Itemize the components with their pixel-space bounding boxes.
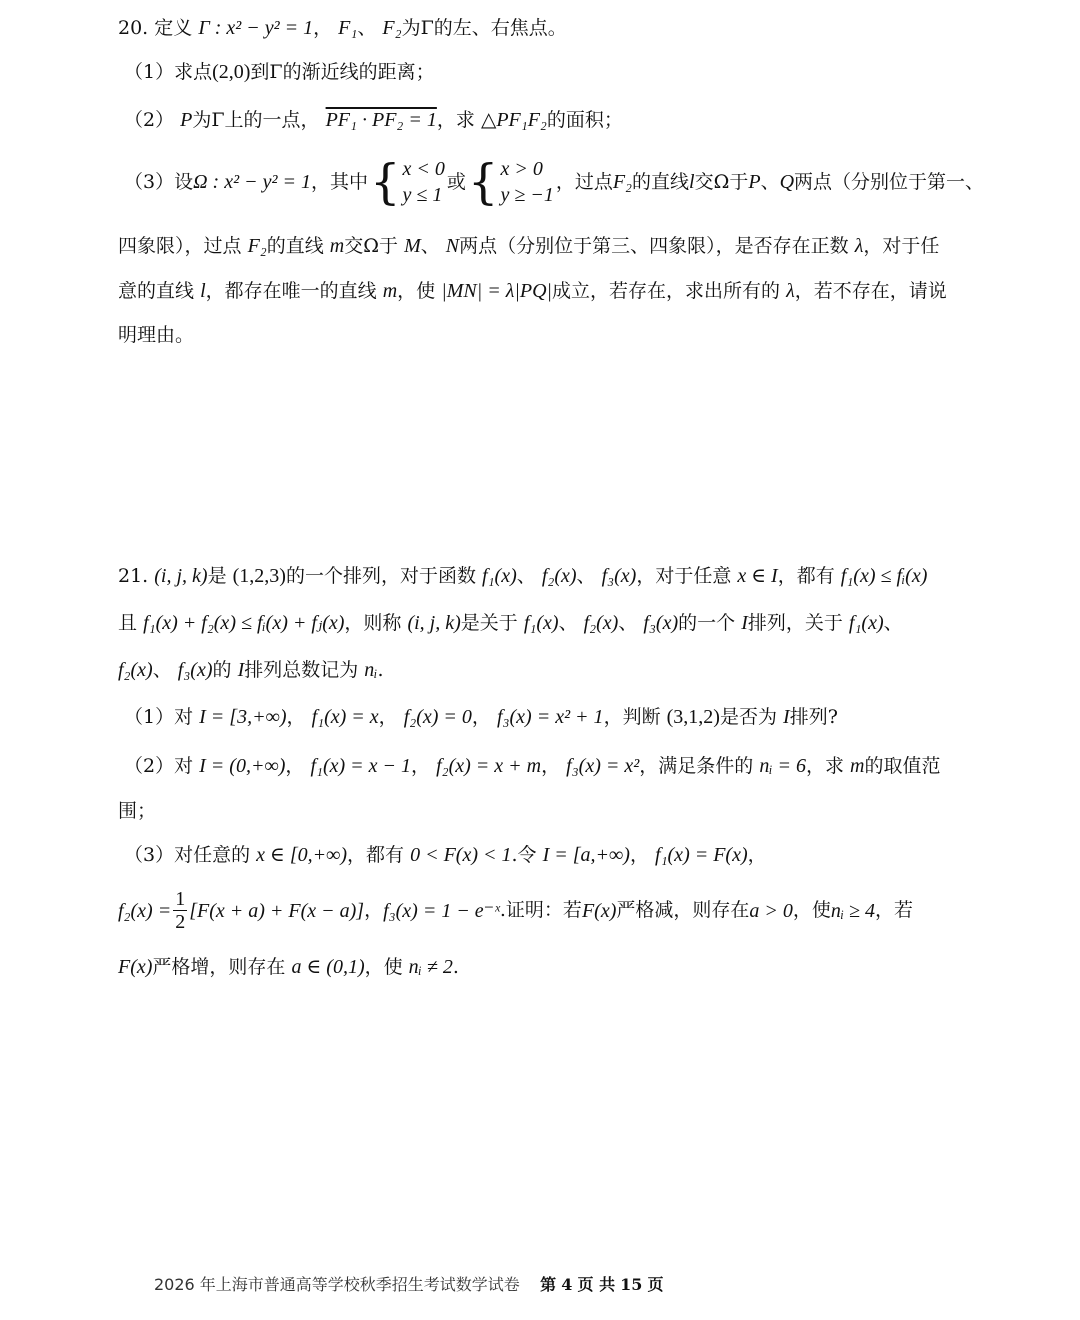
fraction-one-half: $\frac{1}{2}$ [175, 888, 186, 933]
q21-part3-line3: F(x)严格增，则存在 a ∈ (0,1)，使 nᵢ ≠ 2. [118, 956, 459, 978]
page-footer: 2026 年上海市普通高等学校秋季招生考试数学试卷 第 4 页 共 15 页 [154, 1275, 664, 1294]
q21-stem-line3: f₂(x)、 f₃(x)的 I排列总数记为 nᵢ. [118, 659, 384, 681]
page-number: 4 [561, 1275, 573, 1294]
q21-stem-line2: 且 f₁(x) + f₂(x) ≤ fᵢ(x) + fⱼ(x)，则称 (i, j, k)是关于 f₁(x)、 f₂(x)、 f₃(x)的一个 I排列，关于 f₁(x)、 [118, 612, 903, 634]
q20-part1: （1）求点(2,0)到Γ的渐近线的距离； [124, 61, 435, 83]
q21-part2-line2: 围； [118, 800, 157, 822]
q20-part3-line3: 意的直线 l，都存在唯一的直线 m，使 |MN| = λ|PQ|成立，若存在，求出所有的 λ，若不存在，请说 [118, 280, 947, 302]
q21-part2: （2）对 I = (0,+∞)， f₁(x) = x − 1， f₂(x) = x + m， f₃(x) = x²，满足条件的 nᵢ = 6，求 m的取值范 [124, 755, 941, 777]
q21-stem-line1: 21. (i, j, k)是 (1,2,3)的一个排列，对于函数 f₁(x)、 f₂(x)、 f₃(x)，对于任意 x ∈ I，都有 f₁(x) ≤ fᵢ(x) [118, 565, 928, 587]
case-brace-1: { x < 0 y ≤ 1 [369, 154, 445, 210]
q20-part2: （2） P为Γ上的一点， PF₁ · PF₂ = 1，求 △PF₁F₂的面积； [124, 109, 623, 131]
page-total: 15 [620, 1275, 643, 1294]
exam-title: 2026 年上海市普通高等学校秋季招生考试数学试卷 [154, 1275, 520, 1294]
q21-part3-line1: （3）对任意的 x ∈ [0,+∞)，都有 0 < F(x) < 1.令 I = [a,+∞)， f₁(x) = F(x)， [124, 844, 767, 866]
q21-part1: （1）对 I = [3,+∞)， f₁(x) = x， f₂(x) = 0， f₃(x) = x² + 1，判断 (3,1,2)是否为 I排列? [124, 706, 838, 728]
case-brace-2: { x > 0 y ≥ −1 [467, 154, 554, 210]
q20-part3-line2: 四象限），过点 F₂的直线 m交Ω于 M、 N两点（分别位于第三、四象限），是否存在正数 λ，对于任 [118, 235, 940, 257]
q20-part3-line1: （3）设 Ω : x² − y² = 1 ，其中 { x < 0 y ≤ 1 或 { x > 0 y ≥ −1 ，过点 F₂ 的直线 l 交Ω于 P 、 Q 两点（分别位于第一、 [124, 154, 985, 210]
q20-part3-line4: 明理由。 [118, 324, 195, 346]
q20-stem: 20. 定义 Γ : x² − y² = 1， F₁、 F₂为Γ的左、右焦点。 [118, 17, 567, 39]
q21-part3-line2: f₂(x) = $\frac{1}{2}$ [F(x + a) + F(x − a)] ， f₃(x) = 1 − e⁻ˣ .证明：若 F(x) 严格减，则存在 a > 0 ，使 nᵢ ≥ 4 ，若 [118, 888, 914, 933]
